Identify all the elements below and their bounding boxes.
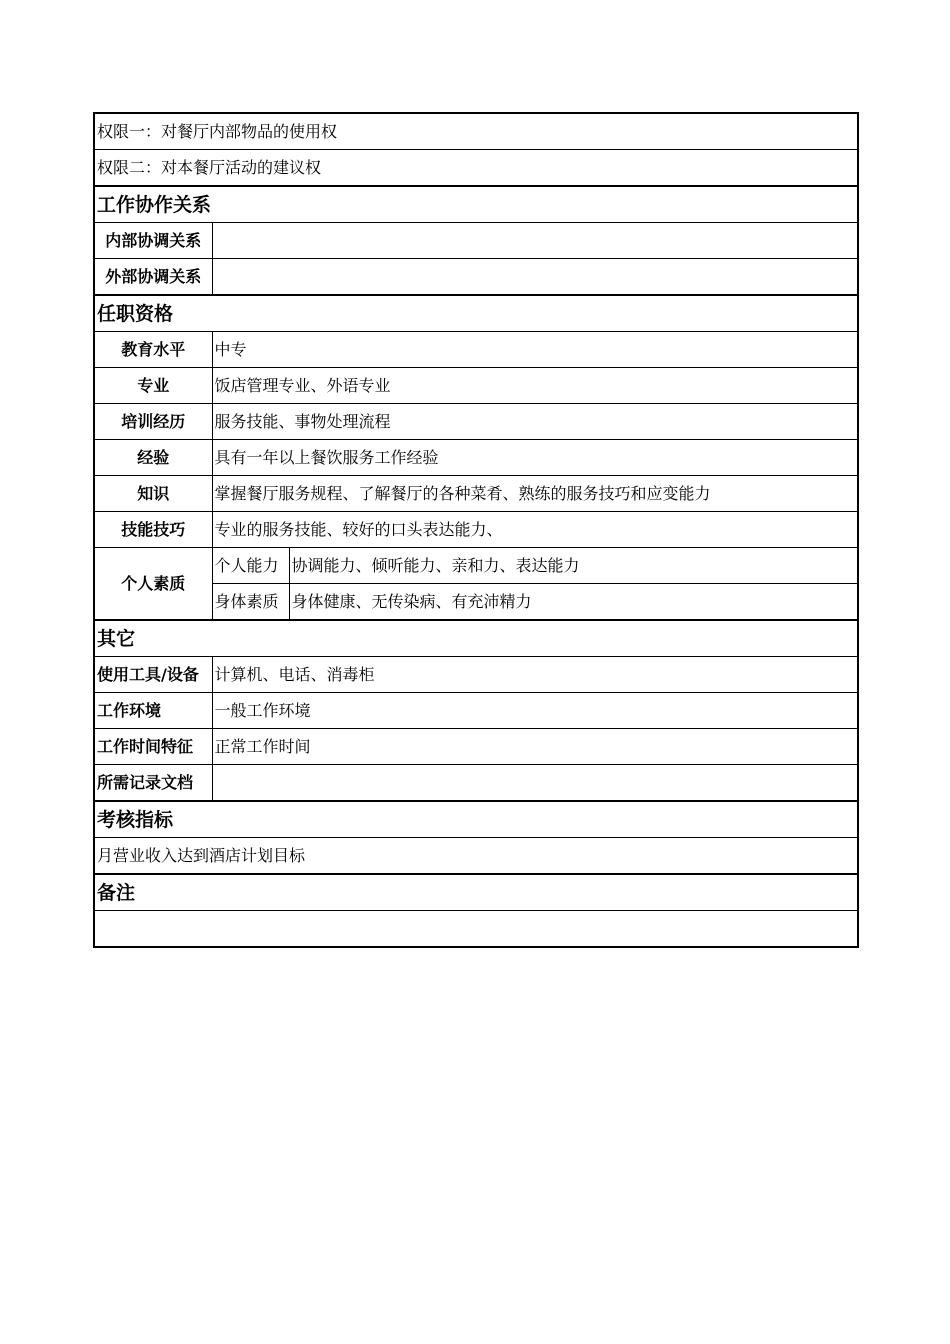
experience-row (94, 440, 858, 476)
records-label: 所需记录文档 (94, 765, 212, 802)
internal-label: 内部协调关系 (94, 223, 212, 259)
authority-2-text: 权限二：对本餐厅活动的建议权 (94, 150, 858, 187)
hours-label: 工作时间特征 (94, 729, 212, 765)
cooperation-heading: 工作协作关系 (94, 186, 858, 223)
cooperation-heading-row (94, 186, 858, 223)
knowledge-value: 掌握餐厅服务规程、了解餐厅的各种菜肴、熟练的服务技巧和应变能力 (212, 476, 858, 512)
internal-row (94, 223, 858, 259)
tools-value: 计算机、电话、消毒柜 (212, 657, 858, 693)
education-label: 教育水平 (94, 332, 212, 368)
job-description-table (93, 112, 859, 948)
personal-ability-row (94, 548, 858, 584)
skills-row (94, 512, 858, 548)
qualification-heading: 任职资格 (94, 295, 858, 332)
remarks-heading-row (94, 874, 858, 911)
experience-label: 经验 (94, 440, 212, 476)
other-heading-row (94, 620, 858, 657)
records-row (94, 765, 858, 802)
kpi-value-row (94, 838, 858, 875)
external-label: 外部协调关系 (94, 259, 212, 296)
remarks-value-row (94, 911, 858, 948)
authority-row-2 (94, 150, 858, 187)
environment-row (94, 693, 858, 729)
authority-row-1 (94, 113, 858, 150)
records-value (212, 765, 858, 802)
environment-label: 工作环境 (94, 693, 212, 729)
qualification-heading-row (94, 295, 858, 332)
major-label: 专业 (94, 368, 212, 404)
hours-value: 正常工作时间 (212, 729, 858, 765)
other-heading: 其它 (94, 620, 858, 657)
knowledge-row (94, 476, 858, 512)
tools-label: 使用工具/设备 (94, 657, 212, 693)
kpi-value: 月营业收入达到酒店计划目标 (94, 838, 858, 875)
remarks-value (94, 911, 858, 948)
physical-value: 身体健康、无传染病、有充沛精力 (289, 584, 858, 621)
experience-value: 具有一年以上餐饮服务工作经验 (212, 440, 858, 476)
kpi-heading: 考核指标 (94, 801, 858, 838)
remarks-heading: 备注 (94, 874, 858, 911)
education-row (94, 332, 858, 368)
skills-value: 专业的服务技能、较好的口头表达能力、 (212, 512, 858, 548)
personal-label: 个人素质 (94, 548, 212, 621)
internal-value (212, 223, 858, 259)
tools-row (94, 657, 858, 693)
external-value (212, 259, 858, 296)
training-row (94, 404, 858, 440)
major-value: 饭店管理专业、外语专业 (212, 368, 858, 404)
external-row (94, 259, 858, 296)
physical-label: 身体素质 (212, 584, 289, 621)
skills-label: 技能技巧 (94, 512, 212, 548)
kpi-heading-row (94, 801, 858, 838)
training-label: 培训经历 (94, 404, 212, 440)
environment-value: 一般工作环境 (212, 693, 858, 729)
ability-label: 个人能力 (212, 548, 289, 584)
job-description-sheet (93, 112, 857, 948)
training-value: 服务技能、事物处理流程 (212, 404, 858, 440)
hours-row (94, 729, 858, 765)
ability-value: 协调能力、倾听能力、亲和力、表达能力 (289, 548, 858, 584)
education-value: 中专 (212, 332, 858, 368)
major-row (94, 368, 858, 404)
knowledge-label: 知识 (94, 476, 212, 512)
authority-1-text: 权限一：对餐厅内部物品的使用权 (94, 113, 858, 150)
